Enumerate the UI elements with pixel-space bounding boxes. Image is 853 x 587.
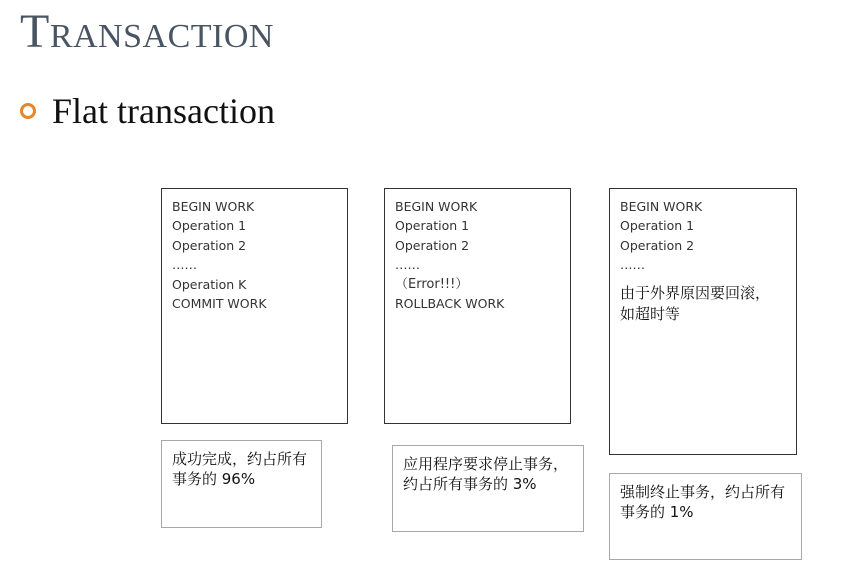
op-line-operation-1: Operation 1	[620, 218, 695, 234]
op-line-begin: BEGIN WORK	[172, 199, 255, 214]
op-note-external-rollback: 由于外界原因要回滚， 如超时等	[620, 283, 771, 323]
op-line-operation-1: Operation 1	[395, 218, 470, 234]
caption-text: 应用程序要求停止事务， 约占所有事务的 3%	[403, 455, 569, 493]
bullet-item	[20, 90, 275, 132]
transaction-box-forced-abort	[609, 188, 797, 455]
op-line-operation-1: Operation 1	[172, 218, 247, 234]
bullet-text: Flat transaction	[52, 91, 275, 131]
op-line-begin: BEGIN WORK	[395, 199, 478, 214]
op-line-operation-2: Operation 2	[172, 237, 247, 253]
op-line-commit: COMMIT WORK	[172, 296, 267, 312]
transaction-box-commit	[161, 188, 348, 424]
op-line-operation-2: Operation 2	[395, 237, 470, 253]
op-line-operation-2: Operation 2	[620, 237, 695, 253]
op-line-ellipsis: ……	[395, 257, 420, 273]
transaction-box-rollback	[384, 188, 571, 424]
op-line-operation-k: Operation K	[172, 276, 247, 292]
op-line-begin: BEGIN WORK	[620, 199, 703, 214]
op-line-error: （Error!!!）	[395, 276, 469, 292]
caption-rollback	[392, 445, 584, 532]
caption-text: 成功完成，约占所有 事务的 96%	[172, 450, 308, 488]
circle-bullet-icon	[20, 103, 36, 119]
op-line-ellipsis: ……	[172, 257, 197, 273]
caption-commit	[161, 440, 322, 528]
caption-forced-abort	[609, 473, 802, 560]
caption-text: 强制终止事务，约占所有 事务的 1%	[620, 483, 786, 521]
op-line-rollback: ROLLBACK WORK	[395, 296, 505, 312]
op-line-ellipsis: ……	[620, 257, 645, 273]
slide-title: Transaction	[20, 5, 274, 58]
